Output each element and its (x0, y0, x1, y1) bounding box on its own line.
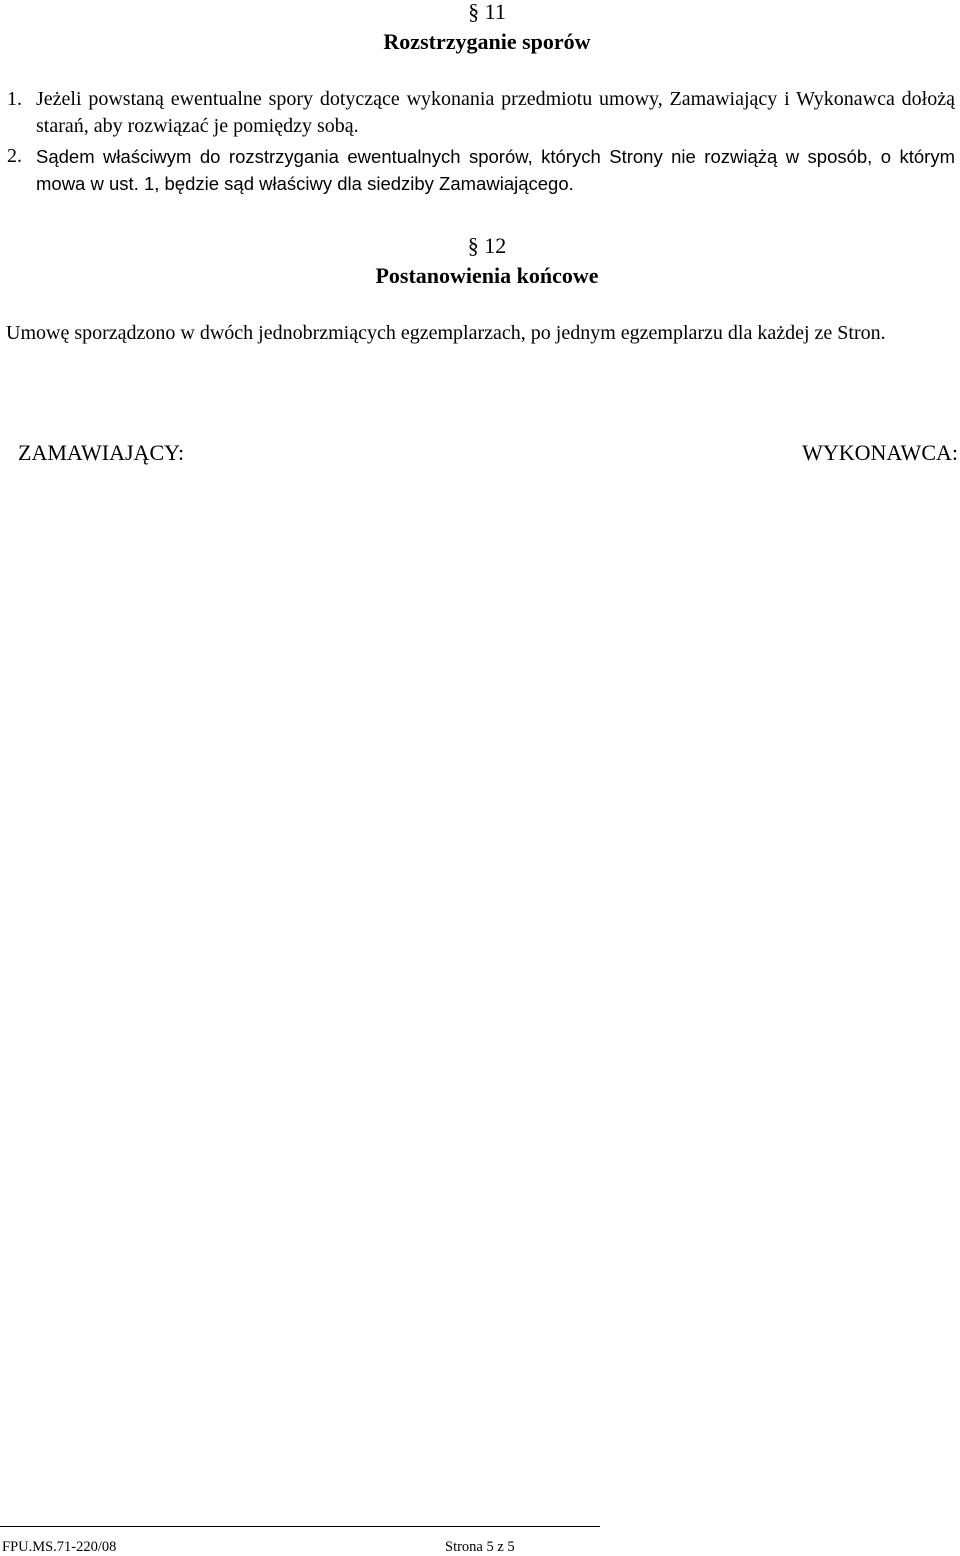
section-11-heading (0, 0, 960, 57)
section-12-number: § 12 (467, 233, 507, 258)
section-11-title: Rozstrzyganie sporów (383, 29, 591, 54)
section-11-item-1 (7, 86, 955, 140)
section-12-title: Postanowienia końcowe (375, 263, 599, 288)
item-text: Jeżeli powstaną ewentualne spory dotyczące wykonania przedmiotu umowy, Zamawiający i Wykonawca dołożą starań, aby rozwiązać je pomiędzy sobą. (36, 88, 955, 137)
section-11-item-2 (7, 143, 955, 197)
item-text: Sądem właściwym do rozstrzygania ewentualnych sporów, których Strony nie rozwiążą w sposób, o którym mowa w ust. 1, będzie sąd właściwy dla siedziby Zamawiającego. (36, 146, 955, 194)
item-number: 2. (7, 145, 22, 167)
footer-doc-id: FPU.MS.71-220/08 (2, 1539, 117, 1555)
footer-divider (0, 1526, 600, 1527)
signature-left-label: ZAMAWIAJĄCY: (18, 440, 185, 465)
signature-right-label: WYKONAWCA: (802, 440, 958, 465)
section-12-text: Umowę sporządzono w dwóch jednobrzmiących egzemplarzach, po jednym egzemplarzu dla każdej ze Stron. (6, 322, 886, 344)
section-11-number: § 11 (468, 0, 506, 24)
item-number: 1. (7, 88, 22, 110)
section-12-heading (0, 231, 960, 291)
footer-page-number: Strona 5 z 5 (445, 1539, 515, 1555)
